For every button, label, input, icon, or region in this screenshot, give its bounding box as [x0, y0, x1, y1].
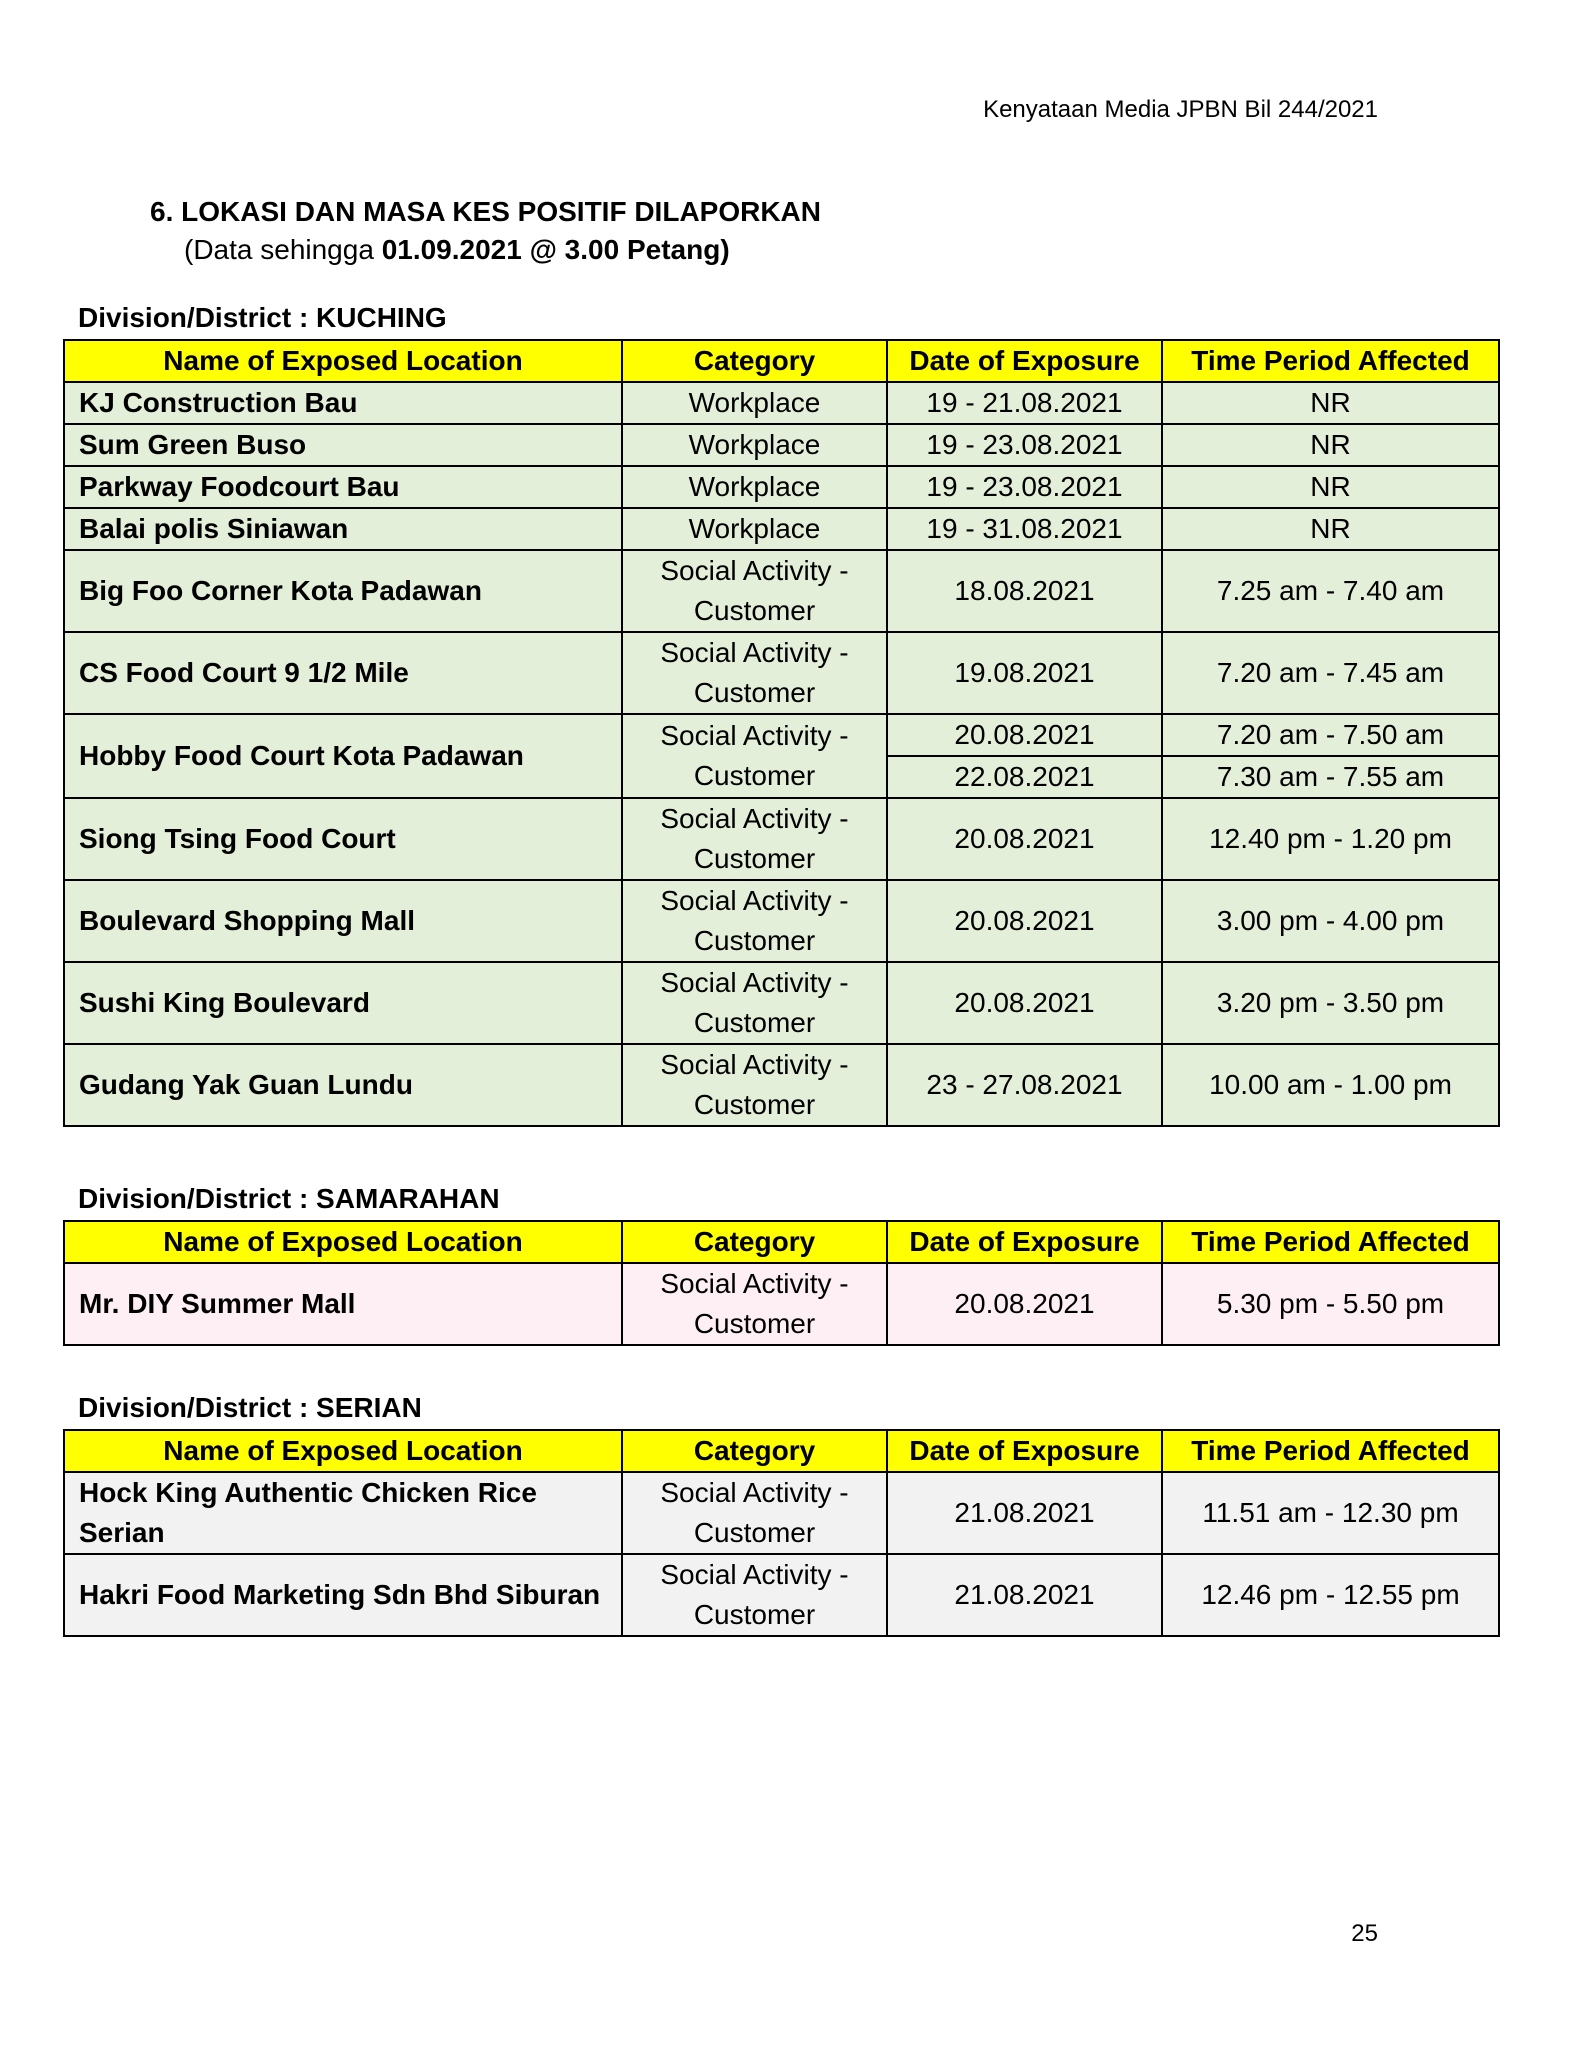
exposure-date: 18.08.2021: [887, 550, 1162, 632]
column-header-category: Category: [622, 1430, 887, 1472]
time-period: 3.20 pm - 3.50 pm: [1162, 962, 1499, 1044]
category-cell: Social Activity - Customer: [622, 632, 887, 714]
location-name: Siong Tsing Food Court: [64, 798, 622, 880]
column-header-time: Time Period Affected: [1162, 340, 1499, 382]
category-cell: Social Activity - Customer: [622, 550, 887, 632]
time-period: NR: [1162, 382, 1499, 424]
location-name: Balai polis Siniawan: [64, 508, 622, 550]
time-period: 7.25 am - 7.40 am: [1162, 550, 1499, 632]
location-name: CS Food Court 9 1/2 Mile: [64, 632, 622, 714]
column-header-date: Date of Exposure: [887, 340, 1162, 382]
category-cell: Social Activity - Customer: [622, 962, 887, 1044]
table-header-row: [64, 1221, 1499, 1263]
column-header-name: Name of Exposed Location: [64, 340, 622, 382]
exposure-date: 22.08.2021: [887, 756, 1162, 798]
location-name: Boulevard Shopping Mall: [64, 880, 622, 962]
exposure-date: 19 - 31.08.2021: [887, 508, 1162, 550]
table-row: [64, 632, 1499, 714]
exposure-date: 19 - 23.08.2021: [887, 424, 1162, 466]
table-row: [64, 1044, 1499, 1126]
category-cell: Workplace: [622, 508, 887, 550]
exposure-date: 21.08.2021: [887, 1472, 1162, 1554]
column-header-date: Date of Exposure: [887, 1430, 1162, 1472]
subtitle-prefix: (Data sehingga: [184, 234, 382, 265]
exposure-date: 20.08.2021: [887, 714, 1162, 756]
exposure-date: 19.08.2021: [887, 632, 1162, 714]
location-name: Gudang Yak Guan Lundu: [64, 1044, 622, 1126]
time-period: 7.20 am - 7.45 am: [1162, 632, 1499, 714]
time-period: 5.30 pm - 5.50 pm: [1162, 1263, 1499, 1345]
exposure-date: 19 - 23.08.2021: [887, 466, 1162, 508]
exposure-date: 23 - 27.08.2021: [887, 1044, 1162, 1126]
category-cell: Social Activity - Customer: [622, 714, 887, 798]
category-cell: Social Activity - Customer: [622, 1472, 887, 1554]
exposure-date: 20.08.2021: [887, 962, 1162, 1044]
category-cell: Social Activity - Customer: [622, 1554, 887, 1636]
category-cell: Social Activity - Customer: [622, 798, 887, 880]
time-period: NR: [1162, 424, 1499, 466]
time-period: 7.30 am - 7.55 am: [1162, 756, 1499, 798]
exposure-table-samarahan: [63, 1220, 1500, 1346]
table-row: [64, 550, 1499, 632]
location-name: Parkway Foodcourt Bau: [64, 466, 622, 508]
time-period: NR: [1162, 508, 1499, 550]
table-row: [64, 466, 1499, 508]
section-title: 6. LOKASI DAN MASA KES POSITIF DILAPORKAN: [150, 196, 822, 227]
location-name: Hock King Authentic Chicken Rice Serian: [64, 1472, 622, 1554]
district-label-kuching: Division/District : KUCHING: [78, 302, 447, 333]
location-name: Big Foo Corner Kota Padawan: [64, 550, 622, 632]
exposure-date: 21.08.2021: [887, 1554, 1162, 1636]
category-cell: Workplace: [622, 466, 887, 508]
exposure-date: 20.08.2021: [887, 880, 1162, 962]
column-header-time: Time Period Affected: [1162, 1221, 1499, 1263]
location-name: Hobby Food Court Kota Padawan: [64, 714, 622, 798]
exposure-table-kuching: [63, 339, 1500, 1127]
time-period: 12.46 pm - 12.55 pm: [1162, 1554, 1499, 1636]
time-period: NR: [1162, 466, 1499, 508]
table-row: [64, 880, 1499, 962]
exposure-table-serian: [63, 1429, 1500, 1637]
exposure-date: 19 - 21.08.2021: [887, 382, 1162, 424]
exposure-date: 20.08.2021: [887, 798, 1162, 880]
time-period: 11.51 am - 12.30 pm: [1162, 1472, 1499, 1554]
district-label-serian: Division/District : SERIAN: [78, 1392, 422, 1423]
column-header-name: Name of Exposed Location: [64, 1430, 622, 1472]
table-row: [64, 1472, 1499, 1554]
table-row: [64, 424, 1499, 466]
category-cell: Social Activity - Customer: [622, 1044, 887, 1126]
subtitle-date: 01.09.2021 @ 3.00 Petang): [381, 234, 730, 265]
table-row: [64, 962, 1499, 1044]
column-header-date: Date of Exposure: [887, 1221, 1162, 1263]
category-cell: Workplace: [622, 382, 887, 424]
column-header-time: Time Period Affected: [1162, 1430, 1499, 1472]
district-label-samarahan: Division/District : SAMARAHAN: [78, 1183, 500, 1214]
location-name: Sum Green Buso: [64, 424, 622, 466]
column-header-name: Name of Exposed Location: [64, 1221, 622, 1263]
table-row: [64, 1263, 1499, 1345]
table-row: [64, 382, 1499, 424]
category-cell: Workplace: [622, 424, 887, 466]
category-cell: Social Activity - Customer: [622, 1263, 887, 1345]
column-header-category: Category: [622, 1221, 887, 1263]
location-name: KJ Construction Bau: [64, 382, 622, 424]
table-row: [64, 1554, 1499, 1636]
time-period: 12.40 pm - 1.20 pm: [1162, 798, 1499, 880]
section-subtitle: [184, 234, 730, 266]
time-period: 3.00 pm - 4.00 pm: [1162, 880, 1499, 962]
table-row: [64, 508, 1499, 550]
location-name: Hakri Food Marketing Sdn Bhd Siburan: [64, 1554, 622, 1636]
page-number: 25: [1351, 1920, 1378, 1947]
table-row: [64, 798, 1499, 880]
location-name: Sushi King Boulevard: [64, 962, 622, 1044]
location-name: Mr. DIY Summer Mall: [64, 1263, 622, 1345]
table-row: [64, 714, 1499, 756]
column-header-category: Category: [622, 340, 887, 382]
table-header-row: [64, 1430, 1499, 1472]
category-cell: Social Activity - Customer: [622, 880, 887, 962]
table-header-row: [64, 340, 1499, 382]
document-reference: Kenyataan Media JPBN Bil 244/2021: [983, 96, 1378, 123]
time-period: 10.00 am - 1.00 pm: [1162, 1044, 1499, 1126]
time-period: 7.20 am - 7.50 am: [1162, 714, 1499, 756]
exposure-date: 20.08.2021: [887, 1263, 1162, 1345]
